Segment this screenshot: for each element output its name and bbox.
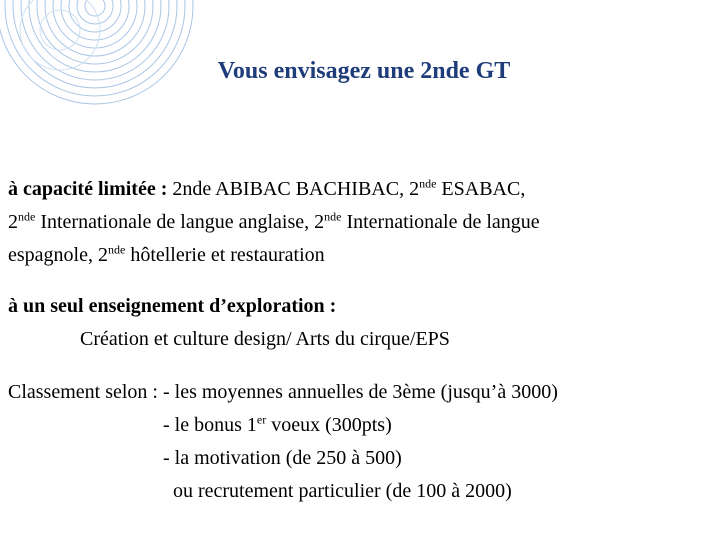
capacite-text-4: 2 xyxy=(8,211,18,233)
classement-item-bonus xyxy=(163,409,558,442)
capacite-label: à capacité limitée : xyxy=(8,178,168,200)
page-title: Vous envisagez une 2nde GT xyxy=(217,58,511,84)
sup-er: er xyxy=(256,412,267,427)
sup-nde: nde xyxy=(107,242,126,257)
sup-nde: nde xyxy=(419,176,437,191)
exploration-label: à un seul enseignement d’exploration : xyxy=(8,295,337,317)
bonus-text: - le bonus 1 xyxy=(162,414,257,436)
sup-nde: nde xyxy=(324,209,342,224)
classement-item-recrutement: ou recrutement particulier (de 100 à 2000) xyxy=(162,480,512,502)
concentric-circles-decoration xyxy=(0,0,200,200)
capacite-text-6: Internationale de langue xyxy=(341,211,540,233)
capacite-paragraph xyxy=(8,173,708,272)
classement-item-moyennes: - les moyennes annuelles de 3ème (jusqu’à 3000) xyxy=(162,381,558,403)
capacite-text-7: espagnole, 2 xyxy=(8,244,108,266)
classement-paragraph xyxy=(8,376,708,508)
capacite-abibac: nde ABIBAC xyxy=(182,178,291,200)
sup-nde: nde xyxy=(18,209,36,224)
classement-item-motivation: - la motivation (de 250 à 500) xyxy=(162,447,402,469)
capacite-text-1: 2 xyxy=(167,178,183,200)
capacite-text-3: ESABAC, xyxy=(436,178,526,200)
capacite-text-5: Internationale de langue anglaise, 2 xyxy=(35,211,325,233)
classement-label: Classement selon : xyxy=(8,381,163,403)
exploration-options: Création et culture design/ Arts du cirque/EPS xyxy=(80,328,450,350)
capacite-text-2: BACHIBAC, 2 xyxy=(290,178,420,200)
capacite-text-8: hôtellerie et restauration xyxy=(125,244,325,266)
classement-list xyxy=(163,376,558,508)
exploration-paragraph xyxy=(8,290,708,356)
bonus-voeux: voeux (300pts) xyxy=(266,414,392,436)
